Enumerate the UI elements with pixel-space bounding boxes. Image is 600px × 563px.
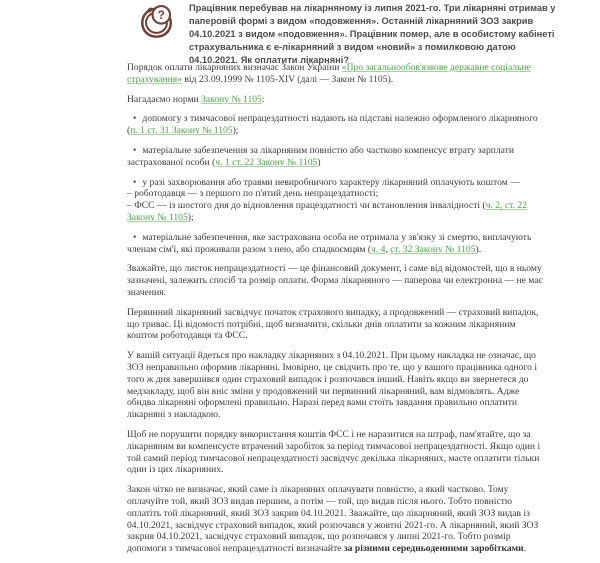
text-run: У вашій ситуації йдеться про накладку лікарняних з 04.10.2021. При цьому накладка не означає, що ЗОЗ неправильно оформив лікарняні. Імовірно, це свідчить про те, що у вашого працівника одного і того ж дня завершився один страховий випадок і розпочався інший. Навіть якщо ви звернетеся до медзакладу, щоб він вніс зміни у продовжений чи первинний лікарняний, вам відмовлять. Адже обидва лікарняні оформлені правильно. Наразі перед вами стоїть завдання правильно оплатити лікарняні з накладкою. [127, 350, 538, 421]
question-text: Працівник перебував на лікарняному із липня 2021-го. Три лікарняні отримав у паперовій формі з видом «подовження». Останній лікарняний ЗОЗ закрив 04.10.2021 з видом «подовження». Працівник помер, але в особистому кабінеті страхувальника є е-лікарняний з видом «новий» з помилковою датою 04.10.2021. Як оплатити лікарняні? [189, 3, 556, 65]
text-run: – роботодавця — з першого по п'ятий день непрацездатності; [127, 188, 379, 200]
primary-continued-paragraph [127, 307, 545, 342]
text-run: допомогу з тимчасової непрацездатності надають на підставі належно оформленого лікарняного ( [127, 113, 538, 137]
svg-text:?: ? [157, 8, 165, 23]
legal-reference-link[interactable]: п. 1 ст. 31 Закону № 1105 [130, 125, 233, 137]
legal-reference-link[interactable]: ч. 2, ст. 22 Закону № 1105 [127, 200, 527, 223]
text-run: ) [317, 156, 321, 168]
text-run: Порядок оплати лікарняних визначає Закон України [127, 62, 342, 73]
text-run: Зважайте, що листок непрацездатності — це фінансовий документ, і саме від відомостей, що в ньому зазначені, залежить спосіб та розмір оплати. Форма лікарняного — паперова чи електронна — не має значення. [127, 263, 543, 298]
bullet-wage-compensation [127, 145, 545, 169]
emphasis-text: за різними середньоденними заробітками [343, 543, 524, 555]
text-run: ). [475, 243, 482, 255]
conclusion-paragraph [127, 484, 545, 555]
bullet-icon: • [133, 176, 137, 188]
text-run: , [385, 243, 391, 255]
dash-fss-days [127, 200, 545, 224]
norms-lead-paragraph [127, 94, 545, 106]
overlap-situation-paragraph [127, 350, 545, 421]
bullet-sick-pay-basis [127, 113, 545, 137]
text-run: : [261, 93, 265, 105]
text-run: Щоб не порушити порядку використання коштів ФСС і не наразитися на штраф, пам'ятайте, що за лікарняним ви компенсуєте втрачений заробіток за період тимчасової непрацездатності. Якщо один і той самий період тимчасової непрацездатності засвідчує декілька лікарняних, маєте оплатити тільки один із цих лікарняних. [127, 428, 541, 476]
text-run: Закон чітко не визначає, який саме із лікарняних оплачувати повністю, а який частково. Тому оплачуйте той, який ЗОЗ видав першим, а потім — той, що видав після нього. Тобто повністю оплатіть той лікарняний, який ЗОЗ закрив 04.10.2021. Зважайте, що лікарняний, який ЗОЗ видав із 04.10.2021, засвідчує страховий випадок, який розпочався у жовтні 2021-го. А лікарняний, який ЗОЗ закрив 04.10.2021, засвідчує страховий випадок, що розпочався у липні 2021-го. Тобто розмір допомоги з тимчасової непрацездатності визначайте [127, 484, 539, 555]
text-run: від 23.09.1999 № 1105-XIV (далі — Закон № 1105). [182, 73, 394, 85]
bullet-death-payment [127, 232, 545, 256]
text-run: Нагадаємо норми [127, 93, 202, 105]
text-run: Первинний лікарняний засвідчує початок страхового випадку, а продовжений — страховий випадок, що триває. Ці відомості потрібні, щоб визначити, скільки днів оплатити за кожним лікарняним коштом роботодавця та ФСС. [127, 306, 539, 342]
text-run: . [523, 543, 527, 555]
text-run: матеріальне забезпечення за лікарняним повністю або частково компенсує втрату зарплати застрахованої особи ( [127, 144, 514, 168]
text-run: ); [232, 125, 239, 137]
bullet-icon: • [133, 144, 137, 156]
bullet-icon: • [133, 113, 137, 125]
bullet-icon: • [133, 231, 137, 243]
answer-article [127, 62, 545, 563]
law-intro-paragraph [127, 62, 545, 86]
dash-employer-days [127, 188, 545, 200]
question-mark-icon [138, 2, 176, 40]
bullet-payment-sources [127, 177, 545, 189]
fss-funds-warning-paragraph [127, 429, 545, 476]
text-run: ); [187, 211, 194, 223]
legal-reference-link[interactable]: ст. 32 Закону № 1105 [390, 243, 476, 255]
question-section [138, 2, 566, 67]
legal-reference-link[interactable]: ч. 1 ст. 22 Закону № 1105 [215, 156, 318, 168]
legal-reference-link[interactable]: «Про загальнообов'язкове державне соціальне страхування» [127, 62, 531, 85]
text-run: у разі захворювання або травми невиробничого характеру лікарняний оплачують коштом — [142, 176, 520, 188]
legal-reference-link[interactable]: Закону № 1105 [201, 93, 262, 105]
text-run: матеріальне забезпечення, яке застрахована особа не отримала у зв'язку зі смертю, виплачують членам сім'ї, які проживали разом з нею, або спадкоємцям ( [127, 231, 532, 255]
financial-document-paragraph [127, 263, 545, 298]
legal-reference-link[interactable]: ч. 4 [371, 243, 386, 255]
text-run: – ФСС — із шостого дня до відновлення працездатності чи встановлення інвалідності ( [127, 200, 486, 212]
